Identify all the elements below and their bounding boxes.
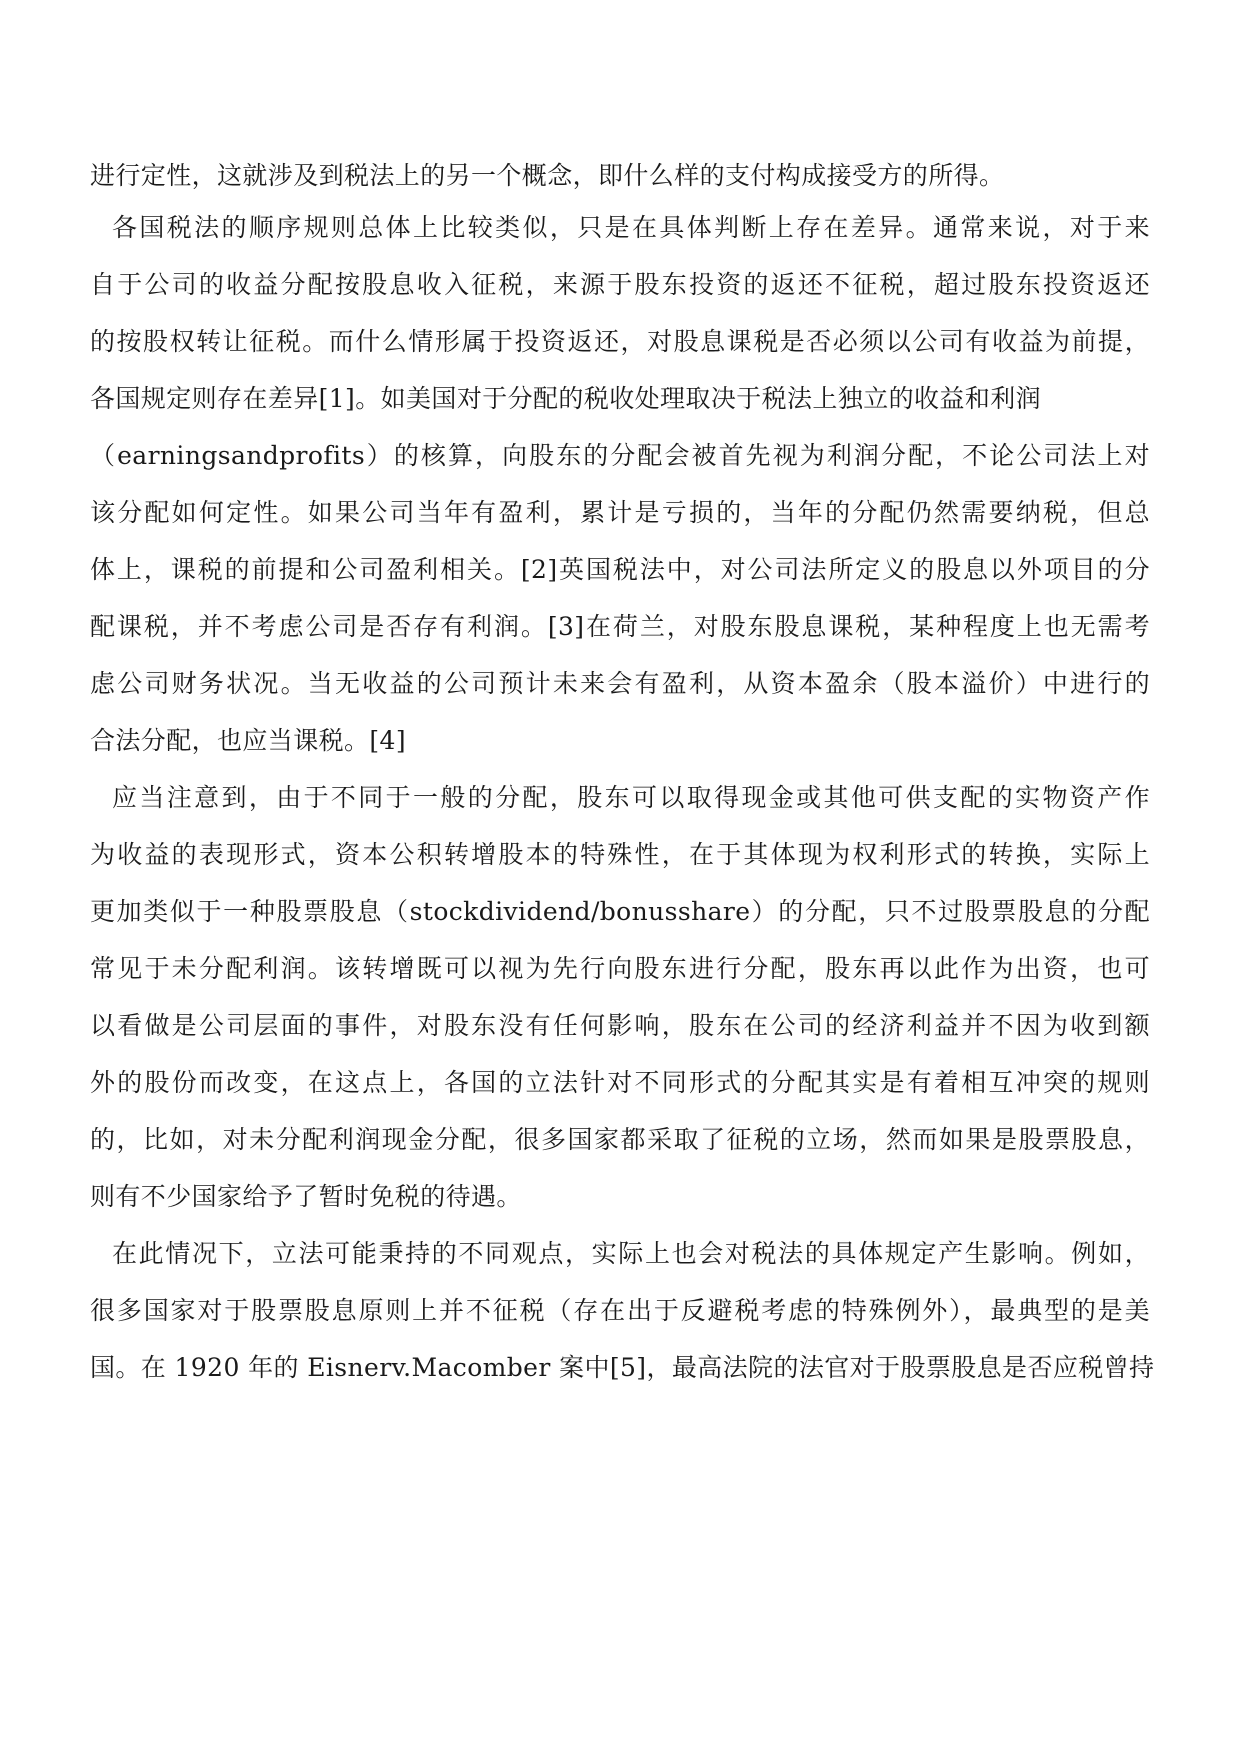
paragraph-line: 体上，课税的前提和公司盈利相关。[2]英国税法中，对公司法所定义的股息以外项目的分 (90, 555, 1150, 584)
paragraph-line: 为收益的表现形式，资本公积转增股本的特殊性，在于其体现为权利形式的转换，实际上 (90, 840, 1150, 869)
paragraph-line: 则有不少国家给予了暂时免税的待遇。 (90, 1182, 522, 1211)
paragraph-line: 该分配如何定性。如果公司当年有盈利，累计是亏损的，当年的分配仍然需要纳税，但总 (90, 498, 1150, 527)
paragraph-line: （earningsandprofits）的核算，向股东的分配会被首先视为利润分配，不论公司法上对 (90, 441, 1150, 470)
paragraph-line: 国。在 1920 年的 Eisnerv.Macomber 案中[5]，最高法院的法官对于股票股息是否应税曾持 (90, 1353, 1155, 1382)
paragraph-line: 很多国家对于股票股息原则上并不征税（存在出于反避税考虑的特殊例外），最典型的是美 (90, 1296, 1150, 1325)
paragraph-line: 以看做是公司层面的事件，对股东没有任何影响，股东在公司的经济利益并不因为收到额 (90, 1011, 1150, 1040)
paragraph-line: 外的股份而改变，在这点上，各国的立法针对不同形式的分配其实是有着相互冲突的规则 (90, 1068, 1150, 1097)
paragraph-line: 的，比如，对未分配利润现金分配，很多国家都采取了征税的立场，然而如果是股票股息， (90, 1125, 1150, 1154)
paragraph-line: 更加类似于一种股票股息（stockdividend/bonusshare）的分配，只不过股票股息的分配 (90, 897, 1150, 926)
paragraph-line: 合法分配，也应当课税。[4] (90, 726, 407, 755)
paragraph-line: 在此情况下，立法可能秉持的不同观点，实际上也会对税法的具体规定产生影响。例如， (112, 1239, 1150, 1268)
paragraph-line: 进行定性，这就涉及到税法上的另一个概念，即什么样的支付构成接受方的所得。 (90, 161, 1005, 190)
paragraph-line: 配课税，并不考虑公司是否存有利润。[3]在荷兰，对股东股息课税，某种程度上也无需考 (90, 612, 1150, 641)
paragraph-line: 应当注意到，由于不同于一般的分配，股东可以取得现金或其他可供支配的实物资产作 (112, 783, 1150, 812)
paragraph-line: 各国规定则存在差异[1]。如美国对于分配的税收处理取决于税法上独立的收益和利润 (90, 384, 1042, 413)
paragraph-line: 常见于未分配利润。该转增既可以视为先行向股东进行分配，股东再以此作为出资，也可 (90, 954, 1150, 983)
paragraph-line: 的按股权转让征税。而什么情形属于投资返还，对股息课税是否必须以公司有收益为前提， (90, 327, 1150, 356)
paragraph-line: 自于公司的收益分配按股息收入征税，来源于股东投资的返还不征税，超过股东投资返还 (90, 270, 1150, 299)
paragraph-line: 虑公司财务状况。当无收益的公司预计未来会有盈利，从资本盈余（股本溢价）中进行的 (90, 669, 1150, 698)
paragraph-line: 各国税法的顺序规则总体上比较类似，只是在具体判断上存在差异。通常来说，对于来 (112, 213, 1150, 242)
